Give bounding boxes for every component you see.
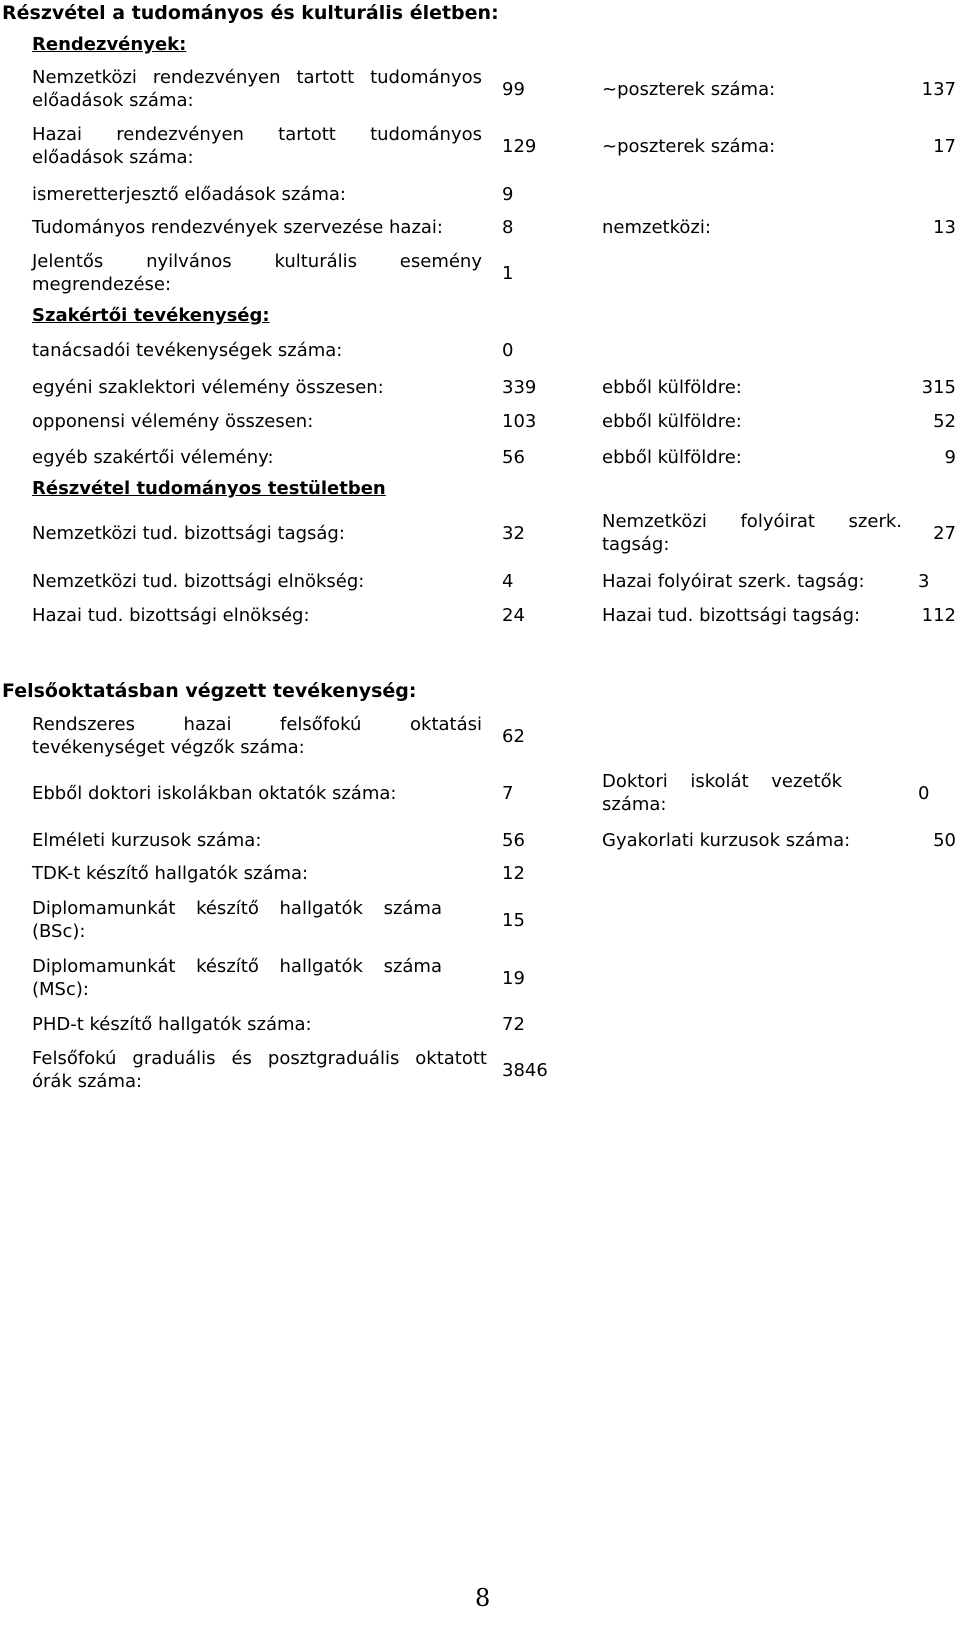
value-dom-talks: 129 [502,136,537,157]
label-intl-talks: Nemzetközi rendezvényen tartott tudományos előadások száma: [32,67,482,111]
label-dom-posters: ~poszterek száma: [602,136,776,157]
value-advisory: 0 [502,340,514,361]
label-intl-journal: Nemzetközi folyóirat szerk. tagság: [602,511,902,555]
value-tdk-students: 12 [502,863,525,884]
label-cultural-event: Jelentős nyilvános kulturális esemény megrendezése: [32,251,482,295]
value-doctoral-heads: 0 [918,783,930,804]
label-dom-chair: Hazai tud. bizottsági elnökség: [32,605,310,626]
label-popular-talks: ismeretterjesztő előadások száma: [32,184,346,205]
label-bsc-thesis: Diplomamunkát készítő hallgatók száma (BSc): [32,898,442,942]
value-org-dom: 8 [502,217,514,238]
label-dom-talks: Hazai rendezvényen tartott tudományos előadások száma: [32,124,482,168]
value-bsc-thesis: 15 [502,910,525,931]
value-cultural-event: 1 [502,263,514,284]
label-opponent-review: opponensi vélemény összesen: [32,411,314,432]
label-intl-posters: ~poszterek száma: [602,79,776,100]
value-theory-courses: 56 [502,830,525,851]
label-doctoral-teachers: Ebből doktori iskolákban oktatók száma: [32,783,397,804]
label-org-intl: nemzetközi: [602,217,711,238]
subheading-events: Rendezvények: [32,34,187,55]
value-regular-teaching: 62 [502,726,525,747]
value-other-review: 56 [502,447,525,468]
label-teaching-hours: Felsőfokú graduális és posztgraduális oktatott órák száma: [32,1048,487,1092]
section-title-participation: Részvétel a tudományos és kulturális életben: [2,2,499,24]
label-advisory: tanácsadói tevékenységek száma: [32,340,343,361]
value-dom-journal: 3 [918,571,930,592]
subheading-expert: Szakértői tevékenység: [32,305,270,326]
label-theory-courses: Elméleti kurzusok száma: [32,830,262,851]
value-practice-courses: 50 [933,830,956,851]
value-dom-committee: 112 [921,605,956,626]
value-opponent-review: 103 [502,411,537,432]
label-doctoral-heads: Doktori iskolát vezetők száma: [602,771,842,815]
label-msc-thesis: Diplomamunkát készítő hallgatók száma (MSc): [32,956,442,1000]
label-intl-committee: Nemzetközi tud. bizottsági tagság: [32,523,345,544]
page-number: 8 [475,1584,491,1612]
value-intl-committee: 32 [502,523,525,544]
label-practice-courses: Gyakorlati kurzusok száma: [602,830,851,851]
value-doctoral-teachers: 7 [502,783,514,804]
label-other-abroad: ebből külföldre: [602,447,742,468]
subheading-bodies: Részvétel tudományos testületben [32,478,386,499]
value-opponent-abroad: 52 [933,411,956,432]
section-title-teaching: Felsőoktatásban végzett tevékenység: [2,680,417,702]
value-phd-students: 72 [502,1014,525,1035]
label-tdk-students: TDK-t készítő hallgatók száma: [32,863,309,884]
value-popular-talks: 9 [502,184,514,205]
label-org-dom: Tudományos rendezvények szervezése hazai: [32,217,443,238]
label-other-review: egyéb szakértői vélemény: [32,447,274,468]
label-individual-abroad: ebből külföldre: [602,377,742,398]
value-intl-talks: 99 [502,79,525,100]
value-other-abroad: 9 [944,447,956,468]
value-intl-chair: 4 [502,571,514,592]
value-org-intl: 13 [933,217,956,238]
value-individual-review: 339 [502,377,537,398]
value-individual-abroad: 315 [921,377,956,398]
value-teaching-hours: 3846 [502,1060,548,1081]
label-intl-chair: Nemzetközi tud. bizottsági elnökség: [32,571,365,592]
label-dom-committee: Hazai tud. bizottsági tagság: [602,605,861,626]
label-dom-journal: Hazai folyóirat szerk. tagság: [602,571,865,592]
label-individual-review: egyéni szaklektori vélemény összesen: [32,377,384,398]
label-phd-students: PHD-t készítő hallgatók száma: [32,1014,312,1035]
value-intl-posters: 137 [921,79,956,100]
value-intl-journal: 27 [933,523,956,544]
value-dom-chair: 24 [502,605,525,626]
value-dom-posters: 17 [933,136,956,157]
value-msc-thesis: 19 [502,968,525,989]
label-opponent-abroad: ebből külföldre: [602,411,742,432]
label-regular-teaching: Rendszeres hazai felsőfokú oktatási tevékenységet végzők száma: [32,714,482,758]
